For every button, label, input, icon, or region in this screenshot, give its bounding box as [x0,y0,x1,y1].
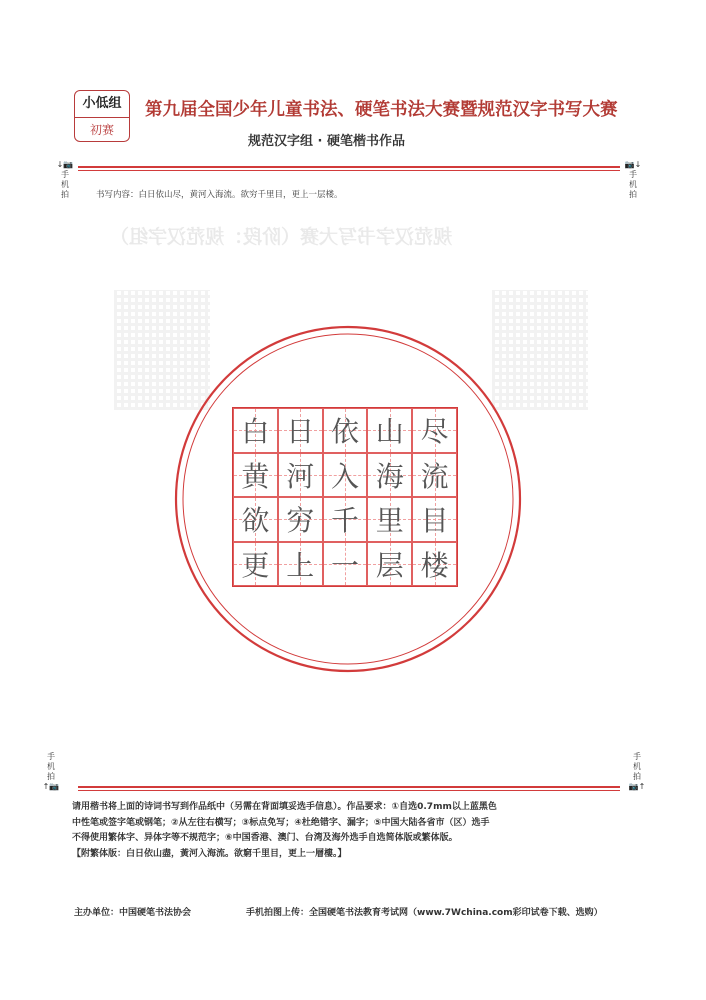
upload-info-text: 手机拍图上传：全国硬笔书法教育考试网（www.7Wchina.com彩印试卷下载、选购） [246,908,603,918]
show-through-ghost-text: 规范汉字书写大赛（阶段：规范汉字组） [110,226,453,248]
grid-cell: 海 [367,453,412,498]
camera-icon: ↑📷 [42,782,60,791]
grid-cell: 楼 [412,542,457,587]
badge-round-label: 初赛 [89,123,114,137]
grid-cell: 目 [412,497,457,542]
grid-cell: 上 [278,542,323,587]
writing-content-label: 书写内容：白日依山尽，黄河入海流。欲穷千里目，更上一层楼。 [96,190,343,200]
grid-cell: 白 [233,408,278,453]
grid-cell: 入 [323,453,368,498]
grid-cell: 层 [367,542,412,587]
grid-cell: 更 [233,542,278,587]
grid-cell: 依 [323,408,368,453]
instructions-line: 不得使用繁体字、异体字等不规范字；⑥中国香港、澳门、台湾及海外选手自选简体版或繁体版。 [72,833,458,843]
instructions-block [72,800,632,862]
instructions-line-traditional: 【附繁体版：白日依山盡，黃河入海流。欲窮千里目，更上一層樓。】 [72,848,347,859]
side-marker-bottom-left: 手 机 拍 ↑📷 [42,752,60,791]
side-marker-top-left: ↓📷 手 机 拍 [56,160,74,199]
organizer-text: 主办单位：中国硬笔书法协会 [74,908,192,918]
instructions-line: 中性笔或签字笔或钢笔；②从左往右横写；③标点免写；④杜绝错字、漏字；⑤中国大陆各省市（区）选手 [72,817,490,828]
grid-cell: 穷 [278,497,323,542]
grid-cell: 一 [323,542,368,587]
grid-cell: 千 [323,497,368,542]
camera-icon: 📷↑ [628,782,646,791]
grid-cell: 流 [412,453,457,498]
page-title: 第九届全国少年儿童书法、硬笔书法大赛暨规范汉字书写大赛 [145,100,618,120]
grid-cell: 山 [367,408,412,453]
page-subtitle: 规范汉字组 · 硬笔楷书作品 [248,134,405,149]
grid-cell: 里 [367,497,412,542]
side-marker-bottom-right: 手 机 拍 📷↑ [628,752,646,791]
grid-cell: 河 [278,453,323,498]
side-marker-top-right: 📷↓ 手 机 拍 [624,160,642,199]
instructions-line: 请用楷书将上面的诗词书写到作品纸中（另需在背面填妥选手信息）。作品要求：①自选0.7mm以上蓝黑色 [72,802,497,812]
grid-cell: 黄 [233,453,278,498]
badge-group-label: 小低组 [75,91,129,118]
grid-cell: 尽 [412,408,457,453]
camera-icon: ↓📷 [56,160,74,169]
grid-cell: 欲 [233,497,278,542]
grid-cell: 日 [278,408,323,453]
writing-grid [232,407,458,587]
camera-icon: 📷↓ [624,160,642,169]
